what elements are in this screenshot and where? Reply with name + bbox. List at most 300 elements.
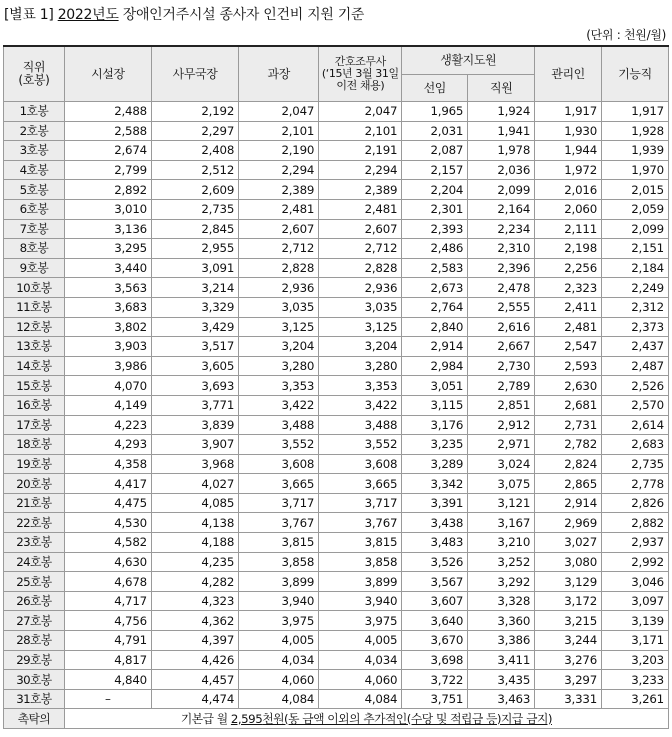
- table-cell: 3,342: [402, 474, 468, 494]
- table-row: [4, 689, 669, 709]
- table-cell: 1,970: [602, 160, 669, 180]
- table-cell: 2,234: [468, 219, 535, 239]
- table-cell: 2,630: [535, 376, 602, 396]
- table-cell: 1,930: [535, 121, 602, 141]
- table-cell: 4,840: [64, 670, 151, 690]
- table-row: [4, 474, 669, 494]
- row-grade: 4호봉: [4, 160, 65, 180]
- table-cell: 2,047: [319, 102, 402, 122]
- table-cell: 2,609: [151, 180, 238, 200]
- row-grade: 24호봉: [4, 552, 65, 572]
- table-cell: 4,235: [151, 552, 238, 572]
- table-cell: 3,968: [151, 454, 238, 474]
- header-director: 시설장: [64, 46, 151, 102]
- table-cell: 3,035: [239, 297, 319, 317]
- header-manager: 관리인: [535, 46, 602, 102]
- table-cell: 3,386: [468, 631, 535, 651]
- row-grade: 8호봉: [4, 239, 65, 259]
- table-cell: 3,297: [535, 670, 602, 690]
- header-section-chief: 과장: [239, 46, 319, 102]
- table-cell: 3,295: [64, 239, 151, 259]
- table-cell: 3,353: [239, 376, 319, 396]
- table-cell: 2,969: [535, 513, 602, 533]
- table-cell: 2,583: [402, 258, 468, 278]
- table-cell: 3,171: [602, 631, 669, 651]
- table-cell: 1,944: [535, 141, 602, 161]
- table-cell: 2,256: [535, 258, 602, 278]
- table-cell: 2,478: [468, 278, 535, 298]
- table-cell: 2,588: [64, 121, 151, 141]
- table-cell: 2,099: [602, 219, 669, 239]
- table-cell: 3,422: [239, 395, 319, 415]
- table-cell: 2,101: [319, 121, 402, 141]
- row-grade: 14호봉: [4, 356, 65, 376]
- table-row: [4, 160, 669, 180]
- row-grade: 19호봉: [4, 454, 65, 474]
- table-cell: 2,204: [402, 180, 468, 200]
- table-cell: 4,027: [151, 474, 238, 494]
- table-cell: 3,683: [64, 297, 151, 317]
- table-cell: 3,328: [468, 591, 535, 611]
- table-cell: 2,799: [64, 160, 151, 180]
- table-cell: 4,397: [151, 631, 238, 651]
- table-row: [4, 454, 669, 474]
- table-cell: 2,992: [602, 552, 669, 572]
- table-body: [4, 102, 669, 709]
- table-cell: 2,712: [239, 239, 319, 259]
- table-cell: 2,396: [468, 258, 535, 278]
- table-cell: 2,607: [319, 219, 402, 239]
- table-cell: 2,101: [239, 121, 319, 141]
- table-cell: 4,323: [151, 591, 238, 611]
- table-cell: 3,252: [468, 552, 535, 572]
- table-cell: 3,129: [535, 572, 602, 592]
- table-cell: 3,411: [468, 650, 535, 670]
- table-cell: 1,924: [468, 102, 535, 122]
- table-cell: 3,136: [64, 219, 151, 239]
- table-cell: 2,294: [319, 160, 402, 180]
- table-cell: 4,475: [64, 493, 151, 513]
- table-cell: 2,674: [64, 141, 151, 161]
- table-cell: 2,547: [535, 337, 602, 357]
- table-cell: 4,362: [151, 611, 238, 631]
- table-cell: 3,204: [239, 337, 319, 357]
- table-cell: 2,111: [535, 219, 602, 239]
- table-cell: 3,858: [319, 552, 402, 572]
- table-cell: 3,722: [402, 670, 468, 690]
- table-cell: 2,607: [239, 219, 319, 239]
- table-cell: 2,047: [239, 102, 319, 122]
- table-cell: 3,670: [402, 631, 468, 651]
- table-cell: 3,526: [402, 552, 468, 572]
- table-cell: 3,815: [319, 533, 402, 553]
- special-note: 기본급 월 2,595천원(동 금액 이외의 추가적인(수당 및 적립금 등)지급 금지): [64, 709, 668, 729]
- row-grade: 15호봉: [4, 376, 65, 396]
- title-rest: 장애인거주시설 종사자 인건비 지원 기준: [118, 7, 365, 23]
- table-cell: 3,903: [64, 337, 151, 357]
- row-grade: 12호봉: [4, 317, 65, 337]
- table-cell: 2,937: [602, 533, 669, 553]
- document-title: [4, 6, 364, 24]
- table-cell: 3,463: [468, 689, 535, 709]
- table-cell: 2,087: [402, 141, 468, 161]
- table-cell: 3,986: [64, 356, 151, 376]
- table-cell: 3,767: [239, 513, 319, 533]
- table-cell: 2,712: [319, 239, 402, 259]
- table-cell: 2,865: [535, 474, 602, 494]
- table-cell: 3,665: [239, 474, 319, 494]
- table-cell: 2,301: [402, 199, 468, 219]
- table-cell: 2,570: [602, 395, 669, 415]
- table-cell: 2,735: [151, 199, 238, 219]
- table-cell: 3,751: [402, 689, 468, 709]
- table-row: [4, 533, 669, 553]
- table-cell: 3,717: [319, 493, 402, 513]
- table-row: [4, 102, 669, 122]
- table-cell: 2,782: [535, 435, 602, 455]
- table-cell: 4,084: [239, 689, 319, 709]
- row-grade: 7호봉: [4, 219, 65, 239]
- table-cell: 4,060: [319, 670, 402, 690]
- table-cell: 3,215: [535, 611, 602, 631]
- table-cell: 2,731: [535, 415, 602, 435]
- table-cell: 3,899: [319, 572, 402, 592]
- table-cell: 3,698: [402, 650, 468, 670]
- table-cell: 3,940: [239, 591, 319, 611]
- table-cell: 2,735: [602, 454, 669, 474]
- table-cell: 3,771: [151, 395, 238, 415]
- table-cell: 3,244: [535, 631, 602, 651]
- table-cell: 2,845: [151, 219, 238, 239]
- table-cell: 3,608: [319, 454, 402, 474]
- table-cell: 3,125: [319, 317, 402, 337]
- table-cell: 3,121: [468, 493, 535, 513]
- table-cell: 3,353: [319, 376, 402, 396]
- table-cell: 2,411: [535, 297, 602, 317]
- table-cell: 1,917: [535, 102, 602, 122]
- row-grade: 촉탁의: [4, 709, 65, 729]
- table-row: [4, 297, 669, 317]
- table-cell: 3,438: [402, 513, 468, 533]
- table-cell: 3,429: [151, 317, 238, 337]
- table-row: [4, 278, 669, 298]
- table-cell: 3,907: [151, 435, 238, 455]
- table-cell: 2,683: [602, 435, 669, 455]
- row-grade: 5호봉: [4, 180, 65, 200]
- row-grade: 2호봉: [4, 121, 65, 141]
- table-cell: 2,389: [239, 180, 319, 200]
- table-cell: 2,373: [602, 317, 669, 337]
- table-cell: 2,099: [468, 180, 535, 200]
- table-cell: 2,015: [602, 180, 669, 200]
- table-cell: 3,552: [239, 435, 319, 455]
- table-cell: 3,975: [239, 611, 319, 631]
- table-row: [4, 141, 669, 161]
- header-staff: 직원: [468, 75, 535, 102]
- table-cell: 3,422: [319, 395, 402, 415]
- table-cell: 2,060: [535, 199, 602, 219]
- table-cell: 2,323: [535, 278, 602, 298]
- table-cell: 4,582: [64, 533, 151, 553]
- table-cell: 2,481: [535, 317, 602, 337]
- table-cell: 4,630: [64, 552, 151, 572]
- table-cell: 3,607: [402, 591, 468, 611]
- table-cell: 3,097: [602, 591, 669, 611]
- table-cell: 3,435: [468, 670, 535, 690]
- table-cell: 2,789: [468, 376, 535, 396]
- table-cell: 4,417: [64, 474, 151, 494]
- table-cell: 4,457: [151, 670, 238, 690]
- table-cell: 2,526: [602, 376, 669, 396]
- table-cell: 3,563: [64, 278, 151, 298]
- table-cell: 2,984: [402, 356, 468, 376]
- table-cell: 3,046: [602, 572, 669, 592]
- table-cell: 3,172: [535, 591, 602, 611]
- table-cell: 2,487: [602, 356, 669, 376]
- table-cell: 2,826: [602, 493, 669, 513]
- table-cell: 2,488: [64, 102, 151, 122]
- table-cell: 3,605: [151, 356, 238, 376]
- table-row: [4, 631, 669, 651]
- row-grade: 20호봉: [4, 474, 65, 494]
- table-cell: 3,567: [402, 572, 468, 592]
- table-row: [4, 395, 669, 415]
- table-cell: 4,034: [319, 650, 402, 670]
- row-grade: 21호봉: [4, 493, 65, 513]
- table-row: [4, 493, 669, 513]
- table-cell: 3,665: [319, 474, 402, 494]
- table-cell: 2,912: [468, 415, 535, 435]
- row-grade: 1호봉: [4, 102, 65, 122]
- table-cell: 2,764: [402, 297, 468, 317]
- table-cell: 2,437: [602, 337, 669, 357]
- table-cell: 4,005: [319, 631, 402, 651]
- table-cell: 1,978: [468, 141, 535, 161]
- table-cell: 3,027: [535, 533, 602, 553]
- table-cell: 2,730: [468, 356, 535, 376]
- table-cell: 2,840: [402, 317, 468, 337]
- table-cell: 2,192: [151, 102, 238, 122]
- table-cell: 2,031: [402, 121, 468, 141]
- table-cell: 3,080: [535, 552, 602, 572]
- table-footer: [4, 709, 669, 729]
- table-cell: 2,157: [402, 160, 468, 180]
- table-cell: 2,191: [319, 141, 402, 161]
- table-row: [4, 317, 669, 337]
- table-row: [4, 435, 669, 455]
- table-cell: 3,517: [151, 337, 238, 357]
- table-row: [4, 199, 669, 219]
- row-grade: 29호봉: [4, 650, 65, 670]
- header-senior: 선임: [402, 75, 468, 102]
- table-cell: 2,614: [602, 415, 669, 435]
- table-cell: 3,176: [402, 415, 468, 435]
- table-row: [4, 611, 669, 631]
- table-cell: 1,917: [602, 102, 669, 122]
- header-technician: 기능직: [602, 46, 669, 102]
- table-cell: 3,899: [239, 572, 319, 592]
- table-cell: 2,408: [151, 141, 238, 161]
- table-row: [4, 180, 669, 200]
- row-grade: 10호봉: [4, 278, 65, 298]
- table-cell: 2,851: [468, 395, 535, 415]
- table-row: [4, 513, 669, 533]
- table-cell: 2,512: [151, 160, 238, 180]
- table-cell: 3,717: [239, 493, 319, 513]
- table-cell: 3,115: [402, 395, 468, 415]
- table-cell: 4,791: [64, 631, 151, 651]
- table-row: [4, 670, 669, 690]
- table-cell: 3,261: [602, 689, 669, 709]
- special-row: [4, 709, 669, 729]
- table-cell: 3,024: [468, 454, 535, 474]
- table-cell: 2,310: [468, 239, 535, 259]
- table-row: [4, 121, 669, 141]
- table-cell: 3,640: [402, 611, 468, 631]
- table-cell: 4,756: [64, 611, 151, 631]
- table-cell: 3,075: [468, 474, 535, 494]
- table-cell: 4,149: [64, 395, 151, 415]
- table-row: [4, 591, 669, 611]
- table-row: [4, 572, 669, 592]
- table-row: [4, 650, 669, 670]
- special-amount: 2,595: [230, 711, 263, 726]
- table-cell: 2,294: [239, 160, 319, 180]
- table-cell: 2,828: [239, 258, 319, 278]
- table-row: [4, 239, 669, 259]
- table-cell: 3,488: [239, 415, 319, 435]
- table-cell: 2,971: [468, 435, 535, 455]
- table-cell: 2,481: [239, 199, 319, 219]
- row-grade: 26호봉: [4, 591, 65, 611]
- table-cell: 2,481: [319, 199, 402, 219]
- table-cell: 4,717: [64, 591, 151, 611]
- table-cell: 2,164: [468, 199, 535, 219]
- table-row: [4, 415, 669, 435]
- table-cell: 2,555: [468, 297, 535, 317]
- table-row: [4, 376, 669, 396]
- row-grade: 13호봉: [4, 337, 65, 357]
- table-cell: 4,138: [151, 513, 238, 533]
- table-cell: 2,036: [468, 160, 535, 180]
- row-grade: 16호봉: [4, 395, 65, 415]
- table-cell: 2,151: [602, 239, 669, 259]
- table-cell: 3,051: [402, 376, 468, 396]
- table-cell: 4,426: [151, 650, 238, 670]
- table-cell: 3,204: [319, 337, 402, 357]
- table-cell: 3,975: [319, 611, 402, 631]
- table-cell: 3,292: [468, 572, 535, 592]
- table-cell: 3,802: [64, 317, 151, 337]
- table-cell: 3,693: [151, 376, 238, 396]
- row-grade: 30호봉: [4, 670, 65, 690]
- table-cell: 2,389: [319, 180, 402, 200]
- row-grade: 22호봉: [4, 513, 65, 533]
- table-row: [4, 219, 669, 239]
- table-cell: 3,483: [402, 533, 468, 553]
- table-cell: 3,280: [319, 356, 402, 376]
- table-row: [4, 258, 669, 278]
- table-cell: 2,778: [602, 474, 669, 494]
- title-prefix: [별표 1]: [4, 7, 58, 23]
- table-header: [4, 46, 669, 102]
- table-cell: 3,035: [319, 297, 402, 317]
- row-grade: 6호봉: [4, 199, 65, 219]
- salary-table: [3, 45, 669, 729]
- table-cell: 4,282: [151, 572, 238, 592]
- table-cell: 2,914: [402, 337, 468, 357]
- table-cell: 2,892: [64, 180, 151, 200]
- row-grade: 9호봉: [4, 258, 65, 278]
- table-cell: 2,297: [151, 121, 238, 141]
- table-cell: 3,010: [64, 199, 151, 219]
- table-cell: 1,928: [602, 121, 669, 141]
- table-cell: 3,608: [239, 454, 319, 474]
- row-grade: 11호봉: [4, 297, 65, 317]
- table-cell: 3,815: [239, 533, 319, 553]
- table-cell: 2,486: [402, 239, 468, 259]
- table-cell: 2,593: [535, 356, 602, 376]
- table-cell: 3,331: [535, 689, 602, 709]
- table-cell: 4,084: [319, 689, 402, 709]
- table-cell: 2,059: [602, 199, 669, 219]
- table-cell: 3,167: [468, 513, 535, 533]
- table-cell: 1,941: [468, 121, 535, 141]
- table-cell: 3,139: [602, 611, 669, 631]
- table-cell: 4,005: [239, 631, 319, 651]
- table-cell: 2,393: [402, 219, 468, 239]
- table-cell: 3,839: [151, 415, 238, 435]
- table-cell: 2,667: [468, 337, 535, 357]
- row-grade: 27호봉: [4, 611, 65, 631]
- table-cell: –: [64, 689, 151, 709]
- unit-label: (단위 : 천원/월): [586, 28, 666, 42]
- table-cell: 3,091: [151, 258, 238, 278]
- table-cell: 3,360: [468, 611, 535, 631]
- table-cell: 4,474: [151, 689, 238, 709]
- table-cell: 3,276: [535, 650, 602, 670]
- header-grade: 직위 (호봉): [4, 46, 65, 102]
- table-cell: 3,858: [239, 552, 319, 572]
- table-cell: 2,616: [468, 317, 535, 337]
- table-cell: 2,673: [402, 278, 468, 298]
- row-grade: 25호봉: [4, 572, 65, 592]
- header-nurse-aide: 간호조무사 (‘15년 3월 31일 이전 채용): [319, 46, 402, 102]
- table-cell: 2,249: [602, 278, 669, 298]
- table-cell: 4,530: [64, 513, 151, 533]
- table-cell: 3,391: [402, 493, 468, 513]
- table-cell: 4,060: [239, 670, 319, 690]
- row-grade: 23호봉: [4, 533, 65, 553]
- table-cell: 3,203: [602, 650, 669, 670]
- row-grade: 3호봉: [4, 141, 65, 161]
- table-row: [4, 356, 669, 376]
- table-cell: 2,824: [535, 454, 602, 474]
- table-cell: 2,016: [535, 180, 602, 200]
- row-grade: 18호봉: [4, 435, 65, 455]
- table-cell: 3,210: [468, 533, 535, 553]
- table-cell: 4,188: [151, 533, 238, 553]
- table-cell: 2,936: [239, 278, 319, 298]
- table-row: [4, 552, 669, 572]
- table-cell: 4,678: [64, 572, 151, 592]
- table-cell: 3,280: [239, 356, 319, 376]
- table-cell: 2,184: [602, 258, 669, 278]
- table-cell: 2,914: [535, 493, 602, 513]
- table-cell: 4,070: [64, 376, 151, 396]
- table-cell: 3,214: [151, 278, 238, 298]
- table-cell: 2,936: [319, 278, 402, 298]
